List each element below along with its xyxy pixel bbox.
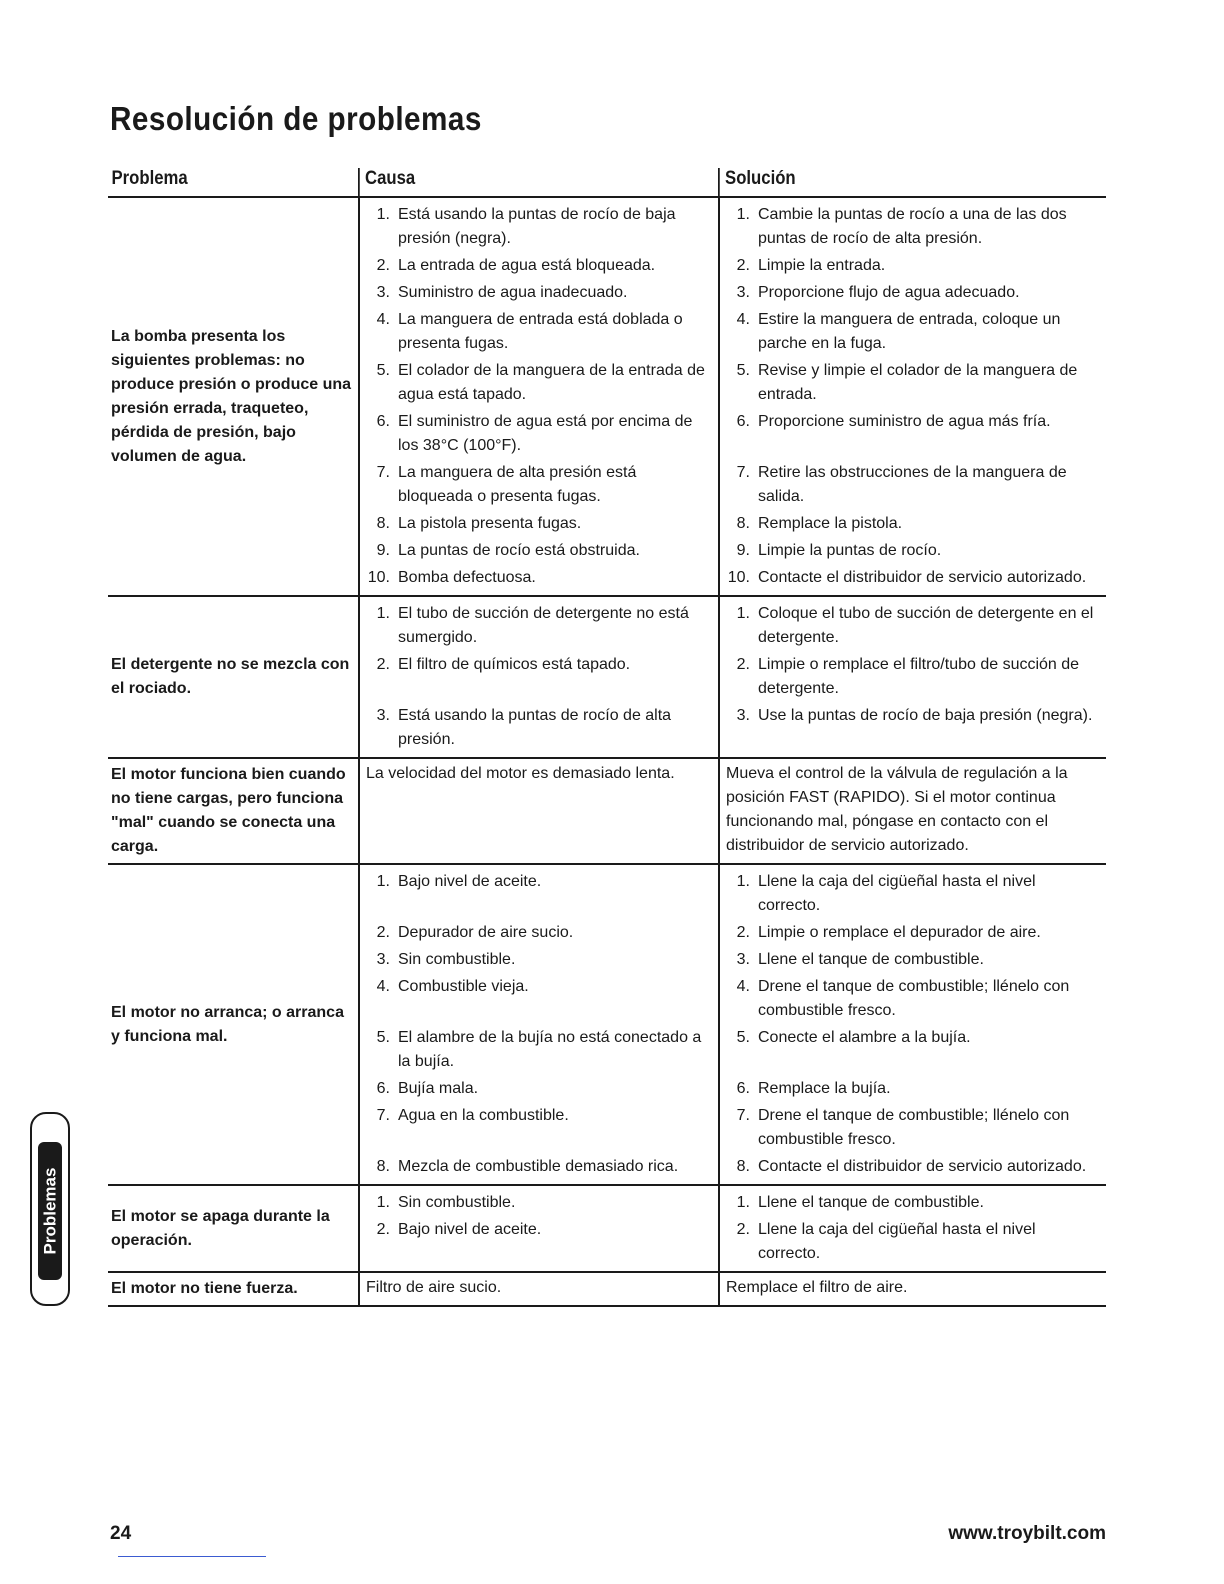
solution-item bbox=[720, 1104, 1106, 1152]
cause-text: Bajo nivel de aceite. bbox=[398, 1221, 542, 1238]
cause-number: 2. bbox=[376, 656, 390, 673]
solution-text: Contacte el distribuidor de servicio autorizado. bbox=[758, 569, 1087, 586]
problem-cell bbox=[108, 759, 358, 863]
page-number: 24 bbox=[110, 1523, 132, 1544]
table-row bbox=[108, 1186, 1106, 1273]
cause-cell bbox=[358, 198, 718, 595]
troubleshooting-table bbox=[108, 160, 1106, 1307]
cause-text: La entrada de agua está bloqueada. bbox=[398, 257, 656, 274]
cause-text: La velocidad del motor es demasiado lenta. bbox=[366, 765, 675, 782]
cause-text: La puntas de rocío está obstruida. bbox=[398, 542, 640, 559]
solution-text: Proporcione suministro de agua más fría. bbox=[758, 413, 1051, 430]
solution-cell bbox=[718, 759, 1106, 863]
header-solution: Solución bbox=[718, 168, 1059, 196]
solution-item bbox=[720, 461, 1106, 509]
cause-cell bbox=[358, 1273, 718, 1305]
solution-item bbox=[720, 704, 1106, 752]
solution-item bbox=[720, 975, 1106, 1023]
solution-text: Drene el tanque de combustible; llénelo con combustible fresco. bbox=[758, 1107, 1070, 1148]
solution-cell bbox=[718, 1273, 1106, 1305]
solution-number: 2. bbox=[736, 656, 750, 673]
cause-text: Está usando la puntas de rocío de baja presión (negra). bbox=[398, 206, 676, 247]
solution-number: 4. bbox=[736, 978, 750, 995]
cause-number: 4. bbox=[376, 978, 390, 995]
solution-text: Llene el tanque de combustible. bbox=[758, 1194, 984, 1211]
footer-rule bbox=[118, 1556, 266, 1557]
cause-item bbox=[360, 461, 718, 509]
cause-number: 6. bbox=[376, 1080, 390, 1097]
cause-item bbox=[360, 1191, 718, 1215]
page-title: Resolución de problemas bbox=[110, 100, 482, 137]
cause-number: 3. bbox=[376, 707, 390, 724]
side-tab-label-box bbox=[38, 1142, 62, 1280]
problem-text: El motor se apaga durante la operación. bbox=[111, 1207, 330, 1249]
solution-item bbox=[720, 653, 1106, 701]
cause-item bbox=[360, 308, 718, 356]
cause-text: El tubo de succión de detergente no está sumergido. bbox=[398, 605, 689, 646]
cause-text: El alambre de la bujía no está conectado a la bujía. bbox=[398, 1029, 702, 1070]
cause-item bbox=[360, 975, 718, 1023]
solution-number: 5. bbox=[736, 362, 750, 379]
cause-text: El colador de la manguera de la entrada de agua está tapado. bbox=[398, 362, 705, 403]
solution-number: 1. bbox=[736, 873, 750, 890]
cause-text: Sin combustible. bbox=[398, 951, 516, 968]
cause-text: La pistola presenta fugas. bbox=[398, 515, 582, 532]
cause-number: 3. bbox=[376, 284, 390, 301]
solution-text: Remplace la pistola. bbox=[758, 515, 903, 532]
solution-item bbox=[720, 1077, 1106, 1101]
cause-number: 6. bbox=[376, 413, 390, 430]
cause-cell bbox=[358, 597, 718, 757]
cause-text: Depurador de aire sucio. bbox=[398, 924, 574, 941]
problem-cell bbox=[108, 865, 358, 1184]
solution-text: Use la puntas de rocío de baja presión (negra). bbox=[758, 707, 1093, 724]
cause-text: Sin combustible. bbox=[398, 1194, 516, 1211]
cause-cell bbox=[358, 1186, 718, 1271]
cause-item bbox=[360, 254, 718, 278]
solution-text: Llene la caja del cigüeñal hasta el nivel correcto. bbox=[758, 873, 1036, 914]
cause-text: Filtro de aire sucio. bbox=[366, 1279, 502, 1296]
problem-cell bbox=[108, 597, 358, 757]
cause-cell bbox=[358, 759, 718, 863]
cause-number: 4. bbox=[376, 311, 390, 328]
solution-number: 5. bbox=[736, 1029, 750, 1046]
problem-text: El motor funciona bien cuando no tiene cargas, pero funciona "mal" cuando se conecta una carga. bbox=[111, 766, 346, 855]
solution-cell bbox=[718, 597, 1106, 757]
cause-number: 1. bbox=[376, 605, 390, 622]
cause-item bbox=[360, 203, 718, 251]
cause-item bbox=[360, 704, 718, 752]
solution-text: Remplace la bujía. bbox=[758, 1080, 891, 1097]
cause-text: La manguera de alta presión está bloqueada o presenta fugas. bbox=[398, 464, 637, 505]
solution-cell bbox=[718, 1186, 1106, 1271]
table-row bbox=[108, 759, 1106, 865]
cause-number: 1. bbox=[376, 873, 390, 890]
cause-text: Combustible vieja. bbox=[398, 978, 529, 995]
table-body bbox=[108, 198, 1106, 1307]
cause-text: Mezcla de combustible demasiado rica. bbox=[398, 1158, 679, 1175]
solution-text: Cambie la puntas de rocío a una de las dos puntas de rocío de alta presión. bbox=[758, 206, 1067, 247]
problem-text: La bomba presenta los siguientes problemas: no produce presión o produce una presión errada, traqueteo, pérdida de presión, bajo volumen de agua. bbox=[111, 327, 352, 465]
solution-text: Retire las obstrucciones de la manguera de salida. bbox=[758, 464, 1067, 505]
solution-item bbox=[720, 410, 1106, 458]
cause-number: 7. bbox=[376, 464, 390, 481]
solution-number: 8. bbox=[736, 1158, 750, 1175]
solution-item bbox=[720, 359, 1106, 407]
problem-cell bbox=[108, 1273, 358, 1305]
solution-item bbox=[720, 203, 1106, 251]
cause-item bbox=[360, 870, 718, 918]
cause-text: El suministro de agua está por encima de los 38°C (100°F). bbox=[398, 413, 693, 454]
solution-text: Drene el tanque de combustible; llénelo con combustible fresco. bbox=[758, 978, 1070, 1019]
solution-cell bbox=[718, 198, 1106, 595]
solution-number: 3. bbox=[736, 707, 750, 724]
table-row bbox=[108, 597, 1106, 759]
problem-text: El motor no arranca; o arranca y funciona mal. bbox=[111, 1003, 344, 1045]
cause-item bbox=[360, 1077, 718, 1101]
table-header bbox=[108, 160, 1106, 198]
cause-item bbox=[360, 512, 718, 536]
cause-number: 8. bbox=[376, 515, 390, 532]
solution-item bbox=[720, 539, 1106, 563]
solution-text: Limpie la entrada. bbox=[758, 257, 886, 274]
cause-number: 2. bbox=[376, 924, 390, 941]
cause-number: 2. bbox=[376, 257, 390, 274]
table-row bbox=[108, 198, 1106, 597]
solution-text: Llene el tanque de combustible. bbox=[758, 951, 984, 968]
solution-item bbox=[720, 602, 1106, 650]
solution-item bbox=[720, 1218, 1106, 1266]
solution-item bbox=[720, 308, 1106, 356]
solution-text: Mueva el control de la válvula de regulación a la posición FAST (RAPIDO). Si el motor continua funcionando mal, póngase en contacto con el distribuidor de servicio autorizado. bbox=[726, 765, 1068, 854]
solution-item bbox=[720, 1155, 1106, 1179]
solution-text: Estire la manguera de entrada, coloque un parche en la fuga. bbox=[758, 311, 1061, 352]
solution-number: 9. bbox=[736, 542, 750, 559]
solution-cell bbox=[718, 865, 1106, 1184]
solution-number: 1. bbox=[736, 605, 750, 622]
solution-number: 6. bbox=[736, 413, 750, 430]
problem-cell bbox=[108, 198, 358, 595]
solution-text: Conecte el alambre a la bujía. bbox=[758, 1029, 971, 1046]
solution-item bbox=[720, 1026, 1106, 1074]
cause-text: Suministro de agua inadecuado. bbox=[398, 284, 628, 301]
cause-text: El filtro de químicos está tapado. bbox=[398, 656, 631, 673]
cause-text: Bujía mala. bbox=[398, 1080, 479, 1097]
table-row bbox=[108, 865, 1106, 1186]
cause-number: 1. bbox=[376, 206, 390, 223]
cause-text: La manguera de entrada está doblada o presenta fugas. bbox=[398, 311, 683, 352]
cause-number: 5. bbox=[376, 362, 390, 379]
cause-item bbox=[360, 410, 718, 458]
cause-item bbox=[360, 566, 718, 590]
solution-number: 2. bbox=[736, 924, 750, 941]
problem-text: El detergente no se mezcla con el rociado. bbox=[111, 656, 350, 697]
solution-item bbox=[720, 870, 1106, 918]
cause-number: 2. bbox=[376, 1221, 390, 1238]
solution-text: Revise y limpie el colador de la manguera de entrada. bbox=[758, 362, 1078, 403]
cause-item bbox=[360, 948, 718, 972]
cause-number: 8. bbox=[376, 1158, 390, 1175]
cause-item bbox=[360, 1104, 718, 1152]
cause-item bbox=[360, 653, 718, 701]
solution-number: 7. bbox=[736, 464, 750, 481]
solution-number: 1. bbox=[736, 1194, 750, 1211]
solution-number: 6. bbox=[736, 1080, 750, 1097]
cause-item bbox=[360, 602, 718, 650]
table-row bbox=[108, 1273, 1106, 1307]
cause-number: 10. bbox=[367, 569, 390, 586]
solution-item bbox=[720, 1191, 1106, 1215]
header-cause: Causa bbox=[358, 168, 675, 196]
cause-item bbox=[360, 281, 718, 305]
cause-number: 7. bbox=[376, 1107, 390, 1124]
solution-item bbox=[720, 921, 1106, 945]
cause-item bbox=[360, 921, 718, 945]
cause-number: 5. bbox=[376, 1029, 390, 1046]
cause-cell bbox=[358, 865, 718, 1184]
problem-cell bbox=[108, 1186, 358, 1271]
solution-item bbox=[720, 512, 1106, 536]
cause-text: Bomba defectuosa. bbox=[398, 569, 536, 586]
solution-text: Limpie o remplace el filtro/tubo de succión de detergente. bbox=[758, 656, 1080, 697]
cause-number: 1. bbox=[376, 1194, 390, 1211]
side-tab-label: Problemas bbox=[40, 1167, 59, 1255]
solution-text: Limpie o remplace el depurador de aire. bbox=[758, 924, 1041, 941]
solution-number: 2. bbox=[736, 257, 750, 274]
solution-number: 3. bbox=[736, 951, 750, 968]
website-url: www.troybilt.com bbox=[948, 1523, 1106, 1544]
solution-number: 10. bbox=[727, 569, 750, 586]
solution-text: Remplace el filtro de aire. bbox=[726, 1279, 908, 1296]
solution-item bbox=[720, 254, 1106, 278]
solution-item bbox=[720, 566, 1106, 590]
problem-text: El motor no tiene fuerza. bbox=[111, 1280, 298, 1297]
solution-number: 3. bbox=[736, 284, 750, 301]
solution-text: Llene la caja del cigüeñal hasta el nivel correcto. bbox=[758, 1221, 1036, 1262]
cause-item bbox=[360, 1218, 718, 1266]
cause-item bbox=[360, 539, 718, 563]
cause-item bbox=[360, 359, 718, 407]
cause-number: 3. bbox=[376, 951, 390, 968]
side-section-tab bbox=[30, 1112, 70, 1306]
solution-item bbox=[720, 281, 1106, 305]
cause-text: Está usando la puntas de rocío de alta presión. bbox=[398, 707, 672, 748]
cause-number: 9. bbox=[376, 542, 390, 559]
solution-number: 7. bbox=[736, 1107, 750, 1124]
cause-item bbox=[360, 1155, 718, 1179]
solution-text: Contacte el distribuidor de servicio autorizado. bbox=[758, 1158, 1087, 1175]
solution-number: 8. bbox=[736, 515, 750, 532]
solution-number: 4. bbox=[736, 311, 750, 328]
cause-text: Agua en la combustible. bbox=[398, 1107, 569, 1124]
solution-number: 2. bbox=[736, 1221, 750, 1238]
solution-text: Coloque el tubo de succión de detergente en el detergente. bbox=[758, 605, 1094, 646]
solution-item bbox=[720, 948, 1106, 972]
cause-item bbox=[360, 1026, 718, 1074]
header-problem: Problema bbox=[111, 168, 188, 189]
solution-text: Proporcione flujo de agua adecuado. bbox=[758, 284, 1020, 301]
cause-text: Bajo nivel de aceite. bbox=[398, 873, 542, 890]
solution-number: 1. bbox=[736, 206, 750, 223]
solution-text: Limpie la puntas de rocío. bbox=[758, 542, 942, 559]
